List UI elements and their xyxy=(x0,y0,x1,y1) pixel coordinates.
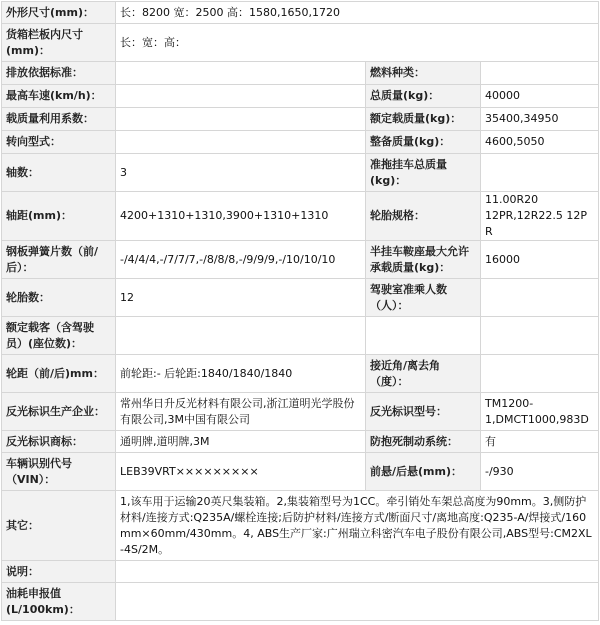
row-value-2: TM1200- 1,DMCT1000,983D xyxy=(485,396,589,426)
value-cell xyxy=(116,85,366,108)
label-cell xyxy=(2,241,116,279)
table-row xyxy=(2,108,599,131)
value-cell xyxy=(116,192,366,241)
row-value-2: 35400,34950 xyxy=(485,112,559,125)
value-cell xyxy=(116,154,366,192)
row-label: 反光标识商标： xyxy=(6,434,83,448)
row-label: 载质量利用系数： xyxy=(6,112,94,125)
value-cell xyxy=(116,2,599,24)
value-cell xyxy=(481,393,599,431)
table-row xyxy=(2,131,599,154)
value-cell xyxy=(481,85,599,108)
table-row xyxy=(2,192,599,241)
label-cell xyxy=(2,491,116,561)
value-cell xyxy=(366,317,481,355)
row-label: 外形尺寸(mm)： xyxy=(6,5,94,19)
label-cell xyxy=(366,192,481,241)
label-cell xyxy=(2,108,116,131)
row-value: 通明牌,道明牌,3M xyxy=(120,434,210,448)
value-cell xyxy=(116,279,366,317)
row-label: 轴数： xyxy=(6,165,39,179)
row-label: 转向型式： xyxy=(6,135,61,148)
table-row xyxy=(2,279,599,317)
row-label: 钢板弹簧片数（前/ 后）： xyxy=(6,244,99,274)
label-cell xyxy=(2,561,116,583)
label-cell xyxy=(2,279,116,317)
row-value: 长：8200 宽：2500 高：1580,1650,1720 xyxy=(120,5,340,19)
label-cell xyxy=(366,241,481,279)
label-cell xyxy=(366,355,481,393)
value-cell xyxy=(481,453,599,491)
table-row xyxy=(2,453,599,491)
row-label: 额定载客（含驾驶 员）(座位数)： xyxy=(6,320,94,350)
value-cell xyxy=(481,154,599,192)
value-cell xyxy=(116,241,366,279)
row-label-2: 前悬/后悬(mm)： xyxy=(370,464,462,478)
row-label-2: 驾驶室准乘人数 （人）： xyxy=(370,282,447,312)
label-cell xyxy=(2,62,116,85)
table-row xyxy=(2,355,599,393)
row-value-2: -/930 xyxy=(485,464,514,478)
row-value: 4200+1310+1310,3900+1310+1310 xyxy=(120,209,329,222)
value-cell xyxy=(116,131,366,154)
value-cell xyxy=(481,62,599,85)
table-row xyxy=(2,583,599,621)
row-value: LEB39VRT××××××××× xyxy=(120,464,259,478)
row-value: 1,该车用于运输20英尺集装箱。2,集装箱型号为1CC。牵引销处车架总高度为90mm。3,侧防护材料/连接方式:Q235A/螺栓连接;后防护材料/连接方式/断面尺寸/离地高度:Q235-A/焊接式/160mm×60mm/430mm。4, ABS生产厂家:广州瑞立科密汽车电子股份有限公司,ABS型号:CM2XL-4S/2M。 xyxy=(120,494,592,556)
row-label-2: 整备质量(kg)： xyxy=(370,135,451,148)
value-cell xyxy=(116,393,366,431)
label-cell xyxy=(2,24,116,62)
row-label-2: 防抱死制动系统： xyxy=(370,434,458,448)
row-label: 油耗申报值 (L/100km)： xyxy=(6,586,80,616)
value-cell xyxy=(481,108,599,131)
label-cell xyxy=(366,108,481,131)
label-cell xyxy=(366,85,481,108)
label-cell xyxy=(366,154,481,192)
row-label: 轮胎数： xyxy=(6,290,50,304)
label-cell xyxy=(2,393,116,431)
row-value: 长：宽：高： xyxy=(120,35,186,49)
row-label: 车辆识别代号 （VIN）： xyxy=(6,456,72,486)
row-label: 说明： xyxy=(6,564,39,578)
value-cell xyxy=(116,62,366,85)
value-cell xyxy=(116,491,599,561)
row-label-2: 准拖挂车总质量 (kg)： xyxy=(370,157,447,187)
row-value-2: 40000 xyxy=(485,89,520,102)
row-label-2: 燃料种类： xyxy=(370,66,425,79)
table-row xyxy=(2,393,599,431)
value-cell xyxy=(481,355,599,393)
row-value-2: 4600,5050 xyxy=(485,135,545,148)
row-label-2: 总质量(kg)： xyxy=(370,89,440,102)
label-cell xyxy=(366,279,481,317)
row-value: 常州华日升反光材料有限公司,浙江道明光学股份 有限公司,3M中国有限公司 xyxy=(120,396,355,426)
row-value-2: 11.00R20 12PR,12R22.5 12PR xyxy=(485,193,588,238)
table-row xyxy=(2,85,599,108)
value-cell xyxy=(481,241,599,279)
label-cell xyxy=(2,431,116,453)
vehicle-spec-table xyxy=(1,1,599,621)
value-cell xyxy=(481,131,599,154)
label-cell xyxy=(366,453,481,491)
label-cell xyxy=(2,2,116,24)
row-value-2: 16000 xyxy=(485,252,520,266)
row-label: 反光标识生产企业： xyxy=(6,404,105,418)
row-label-2: 反光标识型号： xyxy=(370,404,447,418)
row-label: 轴距(mm)： xyxy=(6,209,72,222)
value-cell xyxy=(481,192,599,241)
label-cell xyxy=(2,85,116,108)
label-cell xyxy=(366,393,481,431)
row-label-2: 轮胎规格： xyxy=(370,209,425,222)
label-cell xyxy=(366,431,481,453)
table-row xyxy=(2,62,599,85)
table-row xyxy=(2,2,599,24)
row-value-2: 有 xyxy=(485,434,496,448)
label-cell xyxy=(2,317,116,355)
row-label: 轮距（前/后)mm： xyxy=(6,366,104,380)
row-value: 3 xyxy=(120,165,127,179)
value-cell xyxy=(481,279,599,317)
table-row xyxy=(2,491,599,561)
value-cell xyxy=(481,317,599,355)
table-row xyxy=(2,241,599,279)
row-label-2: 半挂车鞍座最大允许 承载质量(kg)： xyxy=(370,244,469,274)
label-cell xyxy=(2,131,116,154)
value-cell xyxy=(116,24,599,62)
table-row xyxy=(2,317,599,355)
row-label: 排放依据标准： xyxy=(6,66,83,79)
label-cell xyxy=(2,583,116,621)
row-value: -/4/4/4,-/7/7/7,-/8/8/8,-/9/9/9,-/10/10/10 xyxy=(120,252,336,266)
value-cell xyxy=(116,453,366,491)
table-row xyxy=(2,24,599,62)
value-cell xyxy=(116,108,366,131)
value-cell xyxy=(116,583,599,621)
label-cell xyxy=(2,192,116,241)
table-row xyxy=(2,431,599,453)
label-cell xyxy=(2,453,116,491)
row-label: 最高车速(km/h)： xyxy=(6,89,102,102)
label-cell xyxy=(2,154,116,192)
row-label: 其它： xyxy=(6,518,39,532)
value-cell xyxy=(116,561,599,583)
value-cell xyxy=(116,355,366,393)
label-cell xyxy=(2,355,116,393)
label-cell xyxy=(366,131,481,154)
label-cell xyxy=(366,62,481,85)
value-cell xyxy=(116,431,366,453)
table-row xyxy=(2,154,599,192)
row-value: 前轮距:- 后轮距:1840/1840/1840 xyxy=(120,366,293,380)
row-value: 12 xyxy=(120,290,134,304)
row-label-2: 接近角/离去角 （度）： xyxy=(370,358,441,388)
value-cell xyxy=(116,317,366,355)
value-cell xyxy=(481,431,599,453)
row-label: 货箱栏板内尺寸 (mm)： xyxy=(6,27,83,57)
row-label-2: 额定载质量(kg)： xyxy=(370,112,462,125)
table-row xyxy=(2,561,599,583)
